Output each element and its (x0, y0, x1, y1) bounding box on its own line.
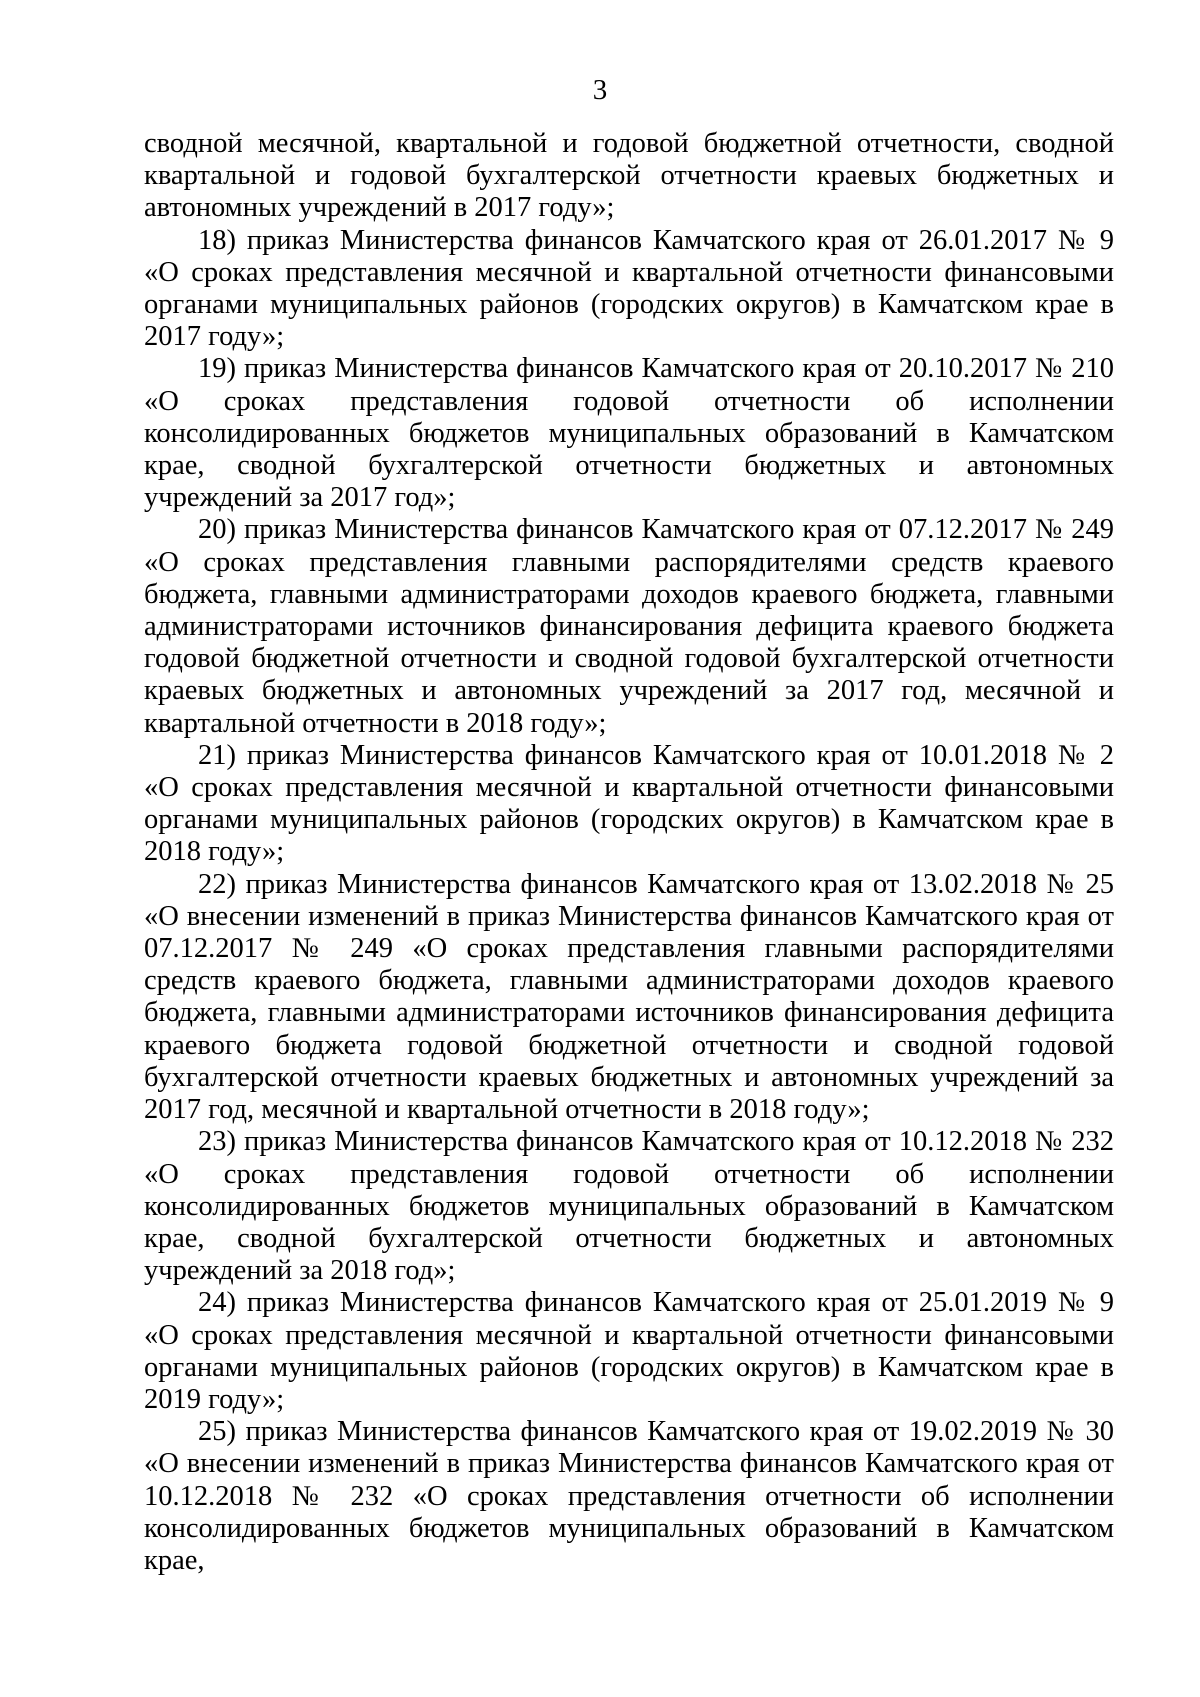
list-item-22: 22) приказ Министерства финансов Камчатского края от 13.02.2018 № 25 «О внесении изменений в приказ Министерства финансов Камчатского края от 07.12.2017 № 249 «О сроках представления главными распорядителями средств краевого бюджета, главными администраторами доходов краевого бюджета, главными администраторами источников финансирования дефицита краевого бюджета годовой бюджетной отчетности и сводной годовой бухгалтерской отчетности краевых бюджетных и автономных учреждений за 2017 год, месячной и квартальной отчетности в 2018 году»; (144, 868, 1114, 1126)
list-item-25: 25) приказ Министерства финансов Камчатского края от 19.02.2019 № 30 «О внесении изменений в приказ Министерства финансов Камчатского края от 10.12.2018 № 232 «О сроках представления отчетности об исполнении консолидированных бюджетов муниципальных образований в Камчатском крае, (144, 1416, 1114, 1576)
list-item-23: 23) приказ Министерства финансов Камчатского края от 10.12.2018 № 232 «О сроках представления годовой отчетности об исполнении консолидированных бюджетов муниципальных образований в Камчатском крае, сводной бухгалтерской отчетности бюджетных и автономных учреждений за 2018 год»; (144, 1126, 1114, 1287)
list-item-20: 20) приказ Министерства финансов Камчатского края от 07.12.2017 № 249 «О сроках представления главными распорядителями средств краевого бюджета, главными администраторами доходов краевого бюджета, главными администраторами источников финансирования дефицита краевого бюджета годовой бюджетной отчетности и сводной годовой бухгалтерской отчетности краевых бюджетных и автономных учреждений за 2017 год, месячной и квартальной отчетности в 2018 году»; (144, 514, 1114, 739)
page-number: 3 (592, 74, 608, 106)
list-item-24: 24) приказ Министерства финансов Камчатского края от 25.01.2019 № 9 «О сроках представления месячной и квартальной отчетности финансовыми органами муниципальных районов (городских округов) в Камчатском крае в 2019 году»; (144, 1287, 1114, 1415)
list-item-19: 19) приказ Министерства финансов Камчатского края от 20.10.2017 № 210 «О сроках представления годовой отчетности об исполнении консолидированных бюджетов муниципальных образований в Камчатском крае, сводной бухгалтерской отчетности бюджетных и автономных учреждений за 2017 год»; (144, 353, 1114, 514)
document-body (144, 128, 1114, 1577)
list-item-18: 18) приказ Министерства финансов Камчатского края от 26.01.2017 № 9 «О сроках представления месячной и квартальной отчетности финансовыми органами муниципальных районов (городских округов) в Камчатском крае в 2017 году»; (144, 224, 1114, 353)
paragraph-continuation: сводной месячной, квартальной и годовой бюджетной отчетности, сводной квартальной и годовой бухгалтерской отчетности краевых бюджетных и автономных учреждений в 2017 году»; (144, 128, 1114, 224)
list-item-21: 21) приказ Министерства финансов Камчатского края от 10.01.2018 № 2 «О сроках представления месячной и квартальной отчетности финансовыми органами муниципальных районов (городских округов) в Камчатском крае в 2018 году»; (144, 739, 1114, 868)
